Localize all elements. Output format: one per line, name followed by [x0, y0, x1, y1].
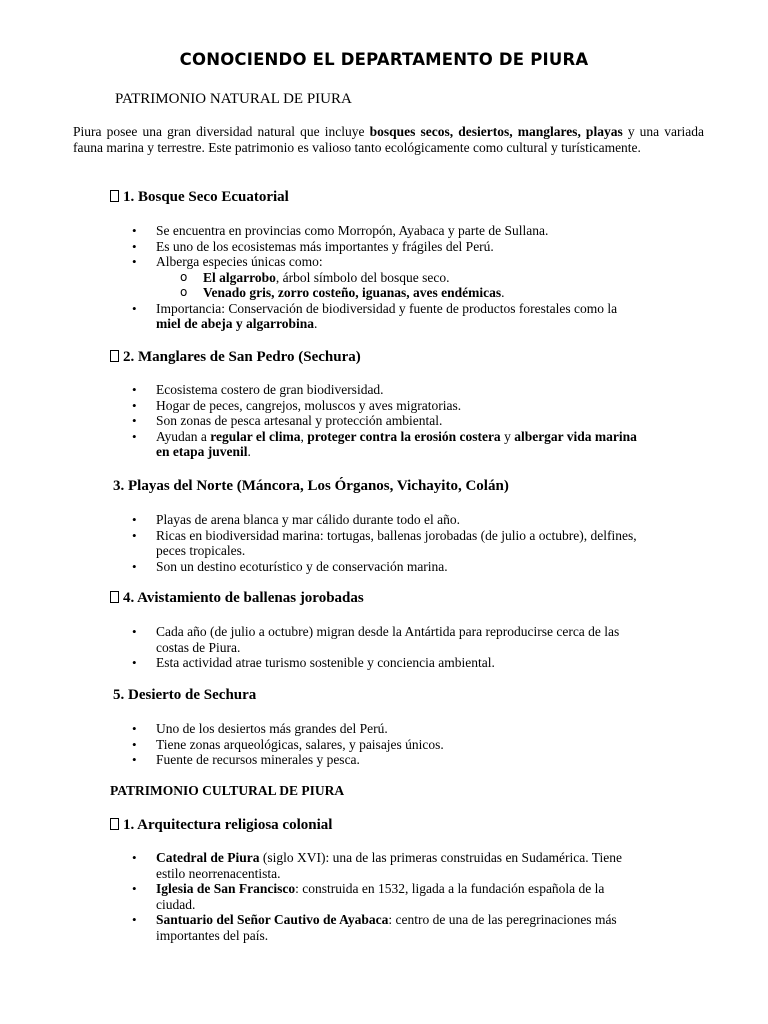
- section-heading-manglares: [110, 349, 361, 366]
- list-item-text: Ayudan a: [156, 428, 211, 444]
- list-item: [0, 881, 644, 912]
- section-heading-text: 3. Playas del Norte (Máncora, Los Órganos, Vichayito, Colán): [113, 478, 509, 494]
- list-item: • Es uno de los ecosistemas más importantes y frágiles del Perú.: [0, 239, 644, 255]
- list-item: [0, 301, 644, 332]
- bosque-list: [0, 223, 644, 332]
- sublist-item-bold: Venado gris, zorro costeño, iguanas, aves endémicas: [203, 285, 502, 300]
- page-title: CONOCIENDO EL DEPARTAMENTO DE PIURA: [179, 50, 589, 69]
- missing-glyph-icon: [110, 190, 119, 202]
- section-heading-text: 2. Manglares de San Pedro (Sechura): [123, 349, 361, 365]
- list-item-text: Alberga especies únicas como:: [156, 254, 323, 269]
- species-sublist: [156, 270, 644, 301]
- list-item: • Cada año (de julio a octubre) migran desde la Antártida para reproducirse cerca de las costas de Piura.: [0, 624, 644, 655]
- list-item: • Tiene zonas arqueológicas, salares, y paisajes únicos.: [0, 737, 644, 753]
- list-item: • Se encuentra en provincias como Morropón, Ayabaca y parte de Sullana.: [0, 223, 644, 239]
- list-item: • Ecosistema costero de gran biodiversidad.: [0, 382, 644, 398]
- arquitectura-list: [0, 850, 644, 943]
- list-item-text: : construida en 1532, ligada a la fundación española de la ciudad.: [156, 881, 605, 912]
- list-item-bold: regular el clima: [210, 428, 301, 444]
- list-item-bold: proteger contra la erosión costera: [307, 428, 501, 444]
- section-heading-text: 5. Desierto de Sechura: [113, 687, 257, 703]
- list-item: [0, 254, 644, 301]
- list-item-bold: Santuario del Señor Cautivo de Ayabaca: [156, 912, 389, 927]
- list-item: [0, 429, 644, 460]
- list-item-text: ,: [300, 428, 308, 444]
- list-item: • Esta actividad atrae turismo sostenible y conciencia ambiental.: [0, 655, 644, 671]
- list-item: • Son un destino ecoturístico y de conservación marina.: [0, 559, 644, 575]
- playas-list: [0, 512, 644, 574]
- list-item: • Fuente de recursos minerales y pesca.: [0, 752, 644, 768]
- list-item-text: : centro de una de las peregrinaciones más importantes del país.: [156, 912, 617, 943]
- list-item: • Ricas en biodiversidad marina: tortugas, ballenas jorobadas (de julio a octubre), delfines, peces tropicales.: [0, 528, 644, 559]
- desierto-list: [0, 721, 644, 768]
- section-heading-text: 1. Bosque Seco Ecuatorial: [123, 189, 289, 205]
- list-item: • Son zonas de pesca artesanal y protección ambiental.: [0, 413, 644, 429]
- list-item: • Uno de los desiertos más grandes del Perú.: [0, 721, 644, 737]
- sublist-item: [0, 270, 644, 286]
- sublist-item: [0, 285, 644, 301]
- intro-text-pre: Piura posee una gran diversidad natural que incluye: [73, 124, 370, 139]
- list-item-bold: Iglesia de San Francisco: [156, 881, 296, 896]
- list-item: • Playas de arena blanca y mar cálido durante todo el año.: [0, 512, 644, 528]
- sublist-item-text: , árbol símbolo del bosque seco.: [275, 269, 450, 285]
- ballenas-list: [0, 624, 644, 671]
- list-item-bold: miel de abeja y algarrobina: [156, 316, 314, 331]
- list-item-text: .: [314, 316, 318, 331]
- missing-glyph-icon: [110, 818, 119, 830]
- intro-text-post: y una variada fauna marina y terrestre. Este patrimonio es valioso tanto ecológicamente como cultural y turísticamente.: [73, 124, 705, 155]
- intro-text-bold: bosques secos, desiertos, manglares, playas: [369, 124, 623, 139]
- section-heading-desierto: [113, 687, 256, 704]
- natural-heading: PATRIMONIO NATURAL DE PIURA: [115, 91, 352, 107]
- list-item: • Hogar de peces, cangrejos, moluscos y aves migratorias.: [0, 398, 644, 414]
- section-heading-text: 1. Arquitectura religiosa colonial: [123, 817, 333, 833]
- cultural-heading: PATRIMONIO CULTURAL DE PIURA: [110, 783, 345, 798]
- section-heading-text: 4. Avistamiento de ballenas jorobadas: [123, 590, 364, 606]
- section-heading-arquitectura: [110, 817, 332, 834]
- section-heading-ballenas: [110, 590, 364, 607]
- intro-paragraph: [73, 124, 704, 156]
- list-item-bold: Catedral de Piura: [156, 850, 260, 865]
- section-heading-bosque: [110, 189, 289, 206]
- list-item-text: Importancia: Conservación de biodiversidad y fuente de productos forestales como la: [156, 300, 618, 316]
- list-item: [0, 912, 644, 943]
- list-item-text: .: [247, 444, 251, 459]
- missing-glyph-icon: [110, 591, 119, 603]
- missing-glyph-icon: [110, 350, 119, 362]
- list-item: [0, 850, 644, 881]
- list-item-bold: albergar vida marina en etapa juvenil: [156, 428, 637, 459]
- section-heading-playas: [113, 478, 509, 495]
- list-item-text: y: [500, 428, 515, 444]
- sublist-item-bold: El algarrobo: [203, 269, 276, 285]
- sublist-item-text: .: [501, 285, 505, 300]
- manglares-list: [0, 382, 644, 460]
- list-item-text: (siglo XVI): una de las primeras construidas en Sudamérica. Tiene estilo neorrenacentista.: [156, 850, 623, 881]
